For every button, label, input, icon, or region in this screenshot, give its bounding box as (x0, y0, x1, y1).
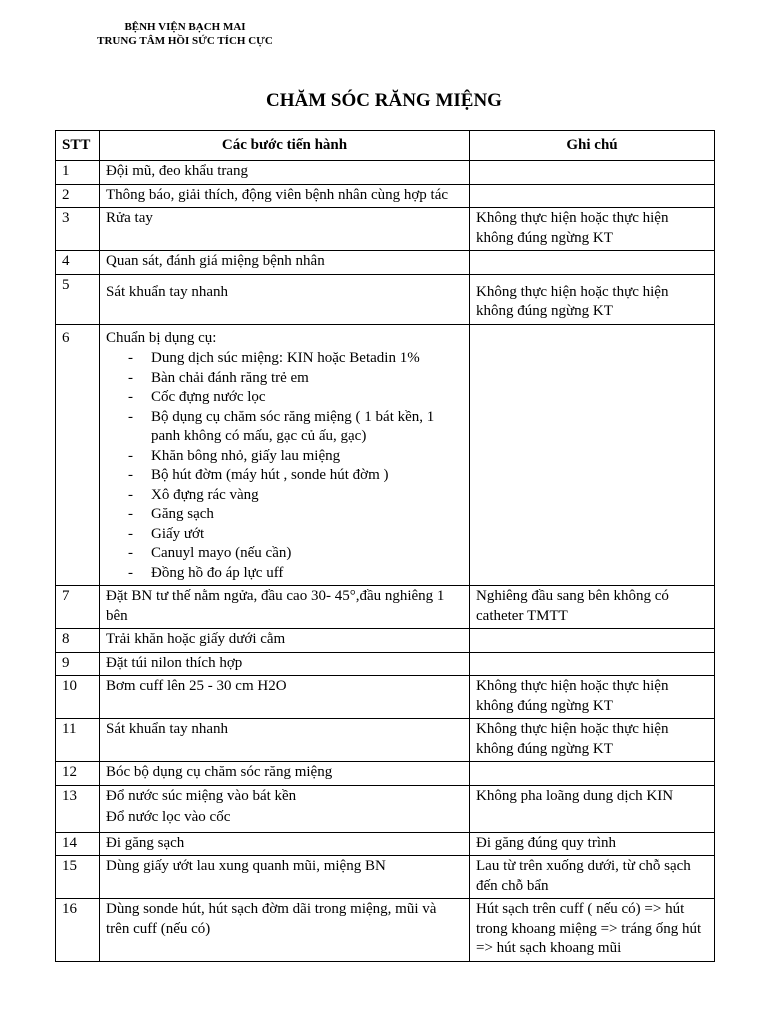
row-note: Không pha loãng dung dịch KIN (470, 785, 715, 832)
row-number: 1 (56, 161, 100, 185)
equipment-list (106, 349, 463, 583)
list-item: - Găng sạch (128, 505, 463, 525)
row-note (470, 184, 715, 208)
row-note: Không thực hiện hoặc thực hiện không đúng ngừng KT (470, 274, 715, 324)
table-row (56, 762, 715, 786)
row-number: 15 (56, 856, 100, 899)
table-row (56, 324, 715, 586)
row-number: 16 (56, 899, 100, 962)
table-row (56, 785, 715, 832)
table-row (56, 652, 715, 676)
row-step: Trải khăn hoặc giấy dưới cằm (100, 629, 470, 653)
row-note (470, 324, 715, 586)
row-note: Không thực hiện hoặc thực hiện không đúng ngừng KT (470, 208, 715, 251)
row-step: Đội mũ, đeo khẩu trang (100, 161, 470, 185)
row-note: Nghiêng đầu sang bên không có catheter TMTT (470, 586, 715, 629)
row-number: 6 (56, 324, 100, 586)
row-note (470, 161, 715, 185)
row-note: Đi găng đúng quy trình (470, 832, 715, 856)
row-step (100, 785, 470, 832)
row-note: Không thực hiện hoặc thực hiện không đúng ngừng KT (470, 719, 715, 762)
table-row (56, 208, 715, 251)
list-item: - Dung dịch súc miệng: KIN hoặc Betadin 1% (128, 349, 463, 369)
row-note (470, 629, 715, 653)
list-item: - Đồng hồ đo áp lực uff (128, 564, 463, 584)
procedure-table (55, 130, 715, 962)
row-step: Sát khuẩn tay nhanh (100, 274, 470, 324)
list-item: - Bộ hút đờm (máy hút , sonde hút đờm ) (128, 466, 463, 486)
table-row (56, 856, 715, 899)
row-step: Đặt BN tư thế nằm ngửa, đầu cao 30- 45°,đầu nghiêng 1 bên (100, 586, 470, 629)
list-item: - Giấy ướt (128, 525, 463, 545)
row-step: Thông báo, giải thích, động viên bệnh nhân cùng hợp tác (100, 184, 470, 208)
hospital-header (80, 20, 290, 48)
row-note (470, 652, 715, 676)
step-intro: Chuẩn bị dụng cụ: (106, 329, 217, 346)
row-step: Rửa tay (100, 208, 470, 251)
table-row (56, 586, 715, 629)
row-step: Bơm cuff lên 25 - 30 cm H2O (100, 676, 470, 719)
row-step: Quan sát, đánh giá miệng bệnh nhân (100, 251, 470, 275)
row-step: Đặt túi nilon thích hợp (100, 652, 470, 676)
table-row (56, 251, 715, 275)
row-step (100, 324, 470, 586)
step-line: Đổ nước lọc vào cốc (106, 809, 231, 825)
row-step: Sát khuẩn tay nhanh (100, 719, 470, 762)
table-row (56, 274, 715, 324)
row-note (470, 251, 715, 275)
department-name: TRUNG TÂM HỒI SỨC TÍCH CỰC (97, 35, 273, 47)
row-note: Lau từ trên xuống dưới, từ chỗ sạch đến chỗ bẩn (470, 856, 715, 899)
row-number: 14 (56, 832, 100, 856)
row-number: 12 (56, 762, 100, 786)
list-item: - Bộ dụng cụ chăm sóc răng miệng ( 1 bát kền, 1 panh không có mấu, gạc củ ấu, gạc) (128, 408, 463, 447)
table-row (56, 161, 715, 185)
hospital-name: BỆNH VIỆN BẠCH MAI (124, 21, 246, 33)
row-step: Bóc bộ dụng cụ chăm sóc răng miệng (100, 762, 470, 786)
row-number: 5 (56, 274, 100, 324)
table-row (56, 899, 715, 962)
list-item: - Cốc đựng nước lọc (128, 388, 463, 408)
table-row (56, 832, 715, 856)
table-row (56, 719, 715, 762)
row-number: 4 (56, 251, 100, 275)
list-item: - Khăn bông nhỏ, giấy lau miệng (128, 447, 463, 467)
table-row (56, 184, 715, 208)
row-number: 13 (56, 785, 100, 832)
row-number: 8 (56, 629, 100, 653)
row-note: Hút sạch trên cuff ( nếu có) => hút trong khoang miệng => tráng ống hút => hút sạch khoang mũi (470, 899, 715, 962)
row-number: 3 (56, 208, 100, 251)
step-line: Đổ nước súc miệng vào bát kền (106, 787, 297, 804)
row-number: 10 (56, 676, 100, 719)
row-step: Dùng giấy ướt lau xung quanh mũi, miệng BN (100, 856, 470, 899)
list-item: - Xô đựng rác vàng (128, 486, 463, 506)
list-item: - Canuyl mayo (nếu cần) (128, 544, 463, 564)
column-header-steps: Các bước tiến hành (100, 131, 470, 161)
table-row (56, 676, 715, 719)
table-header-row (56, 131, 715, 161)
row-number: 7 (56, 586, 100, 629)
row-step: Dùng sonde hút, hút sạch đờm dãi trong miệng, mũi và trên cuff (nếu có) (100, 899, 470, 962)
row-number: 2 (56, 184, 100, 208)
table-row (56, 629, 715, 653)
column-header-stt: STT (56, 131, 100, 161)
row-number: 9 (56, 652, 100, 676)
row-step: Đi găng sạch (100, 832, 470, 856)
column-header-notes: Ghi chú (470, 131, 715, 161)
page-title: CHĂM SÓC RĂNG MIỆNG (266, 90, 502, 111)
list-item: - Bàn chải đánh răng trẻ em (128, 369, 463, 389)
row-note (470, 762, 715, 786)
row-note: Không thực hiện hoặc thực hiện không đúng ngừng KT (470, 676, 715, 719)
row-number: 11 (56, 719, 100, 762)
